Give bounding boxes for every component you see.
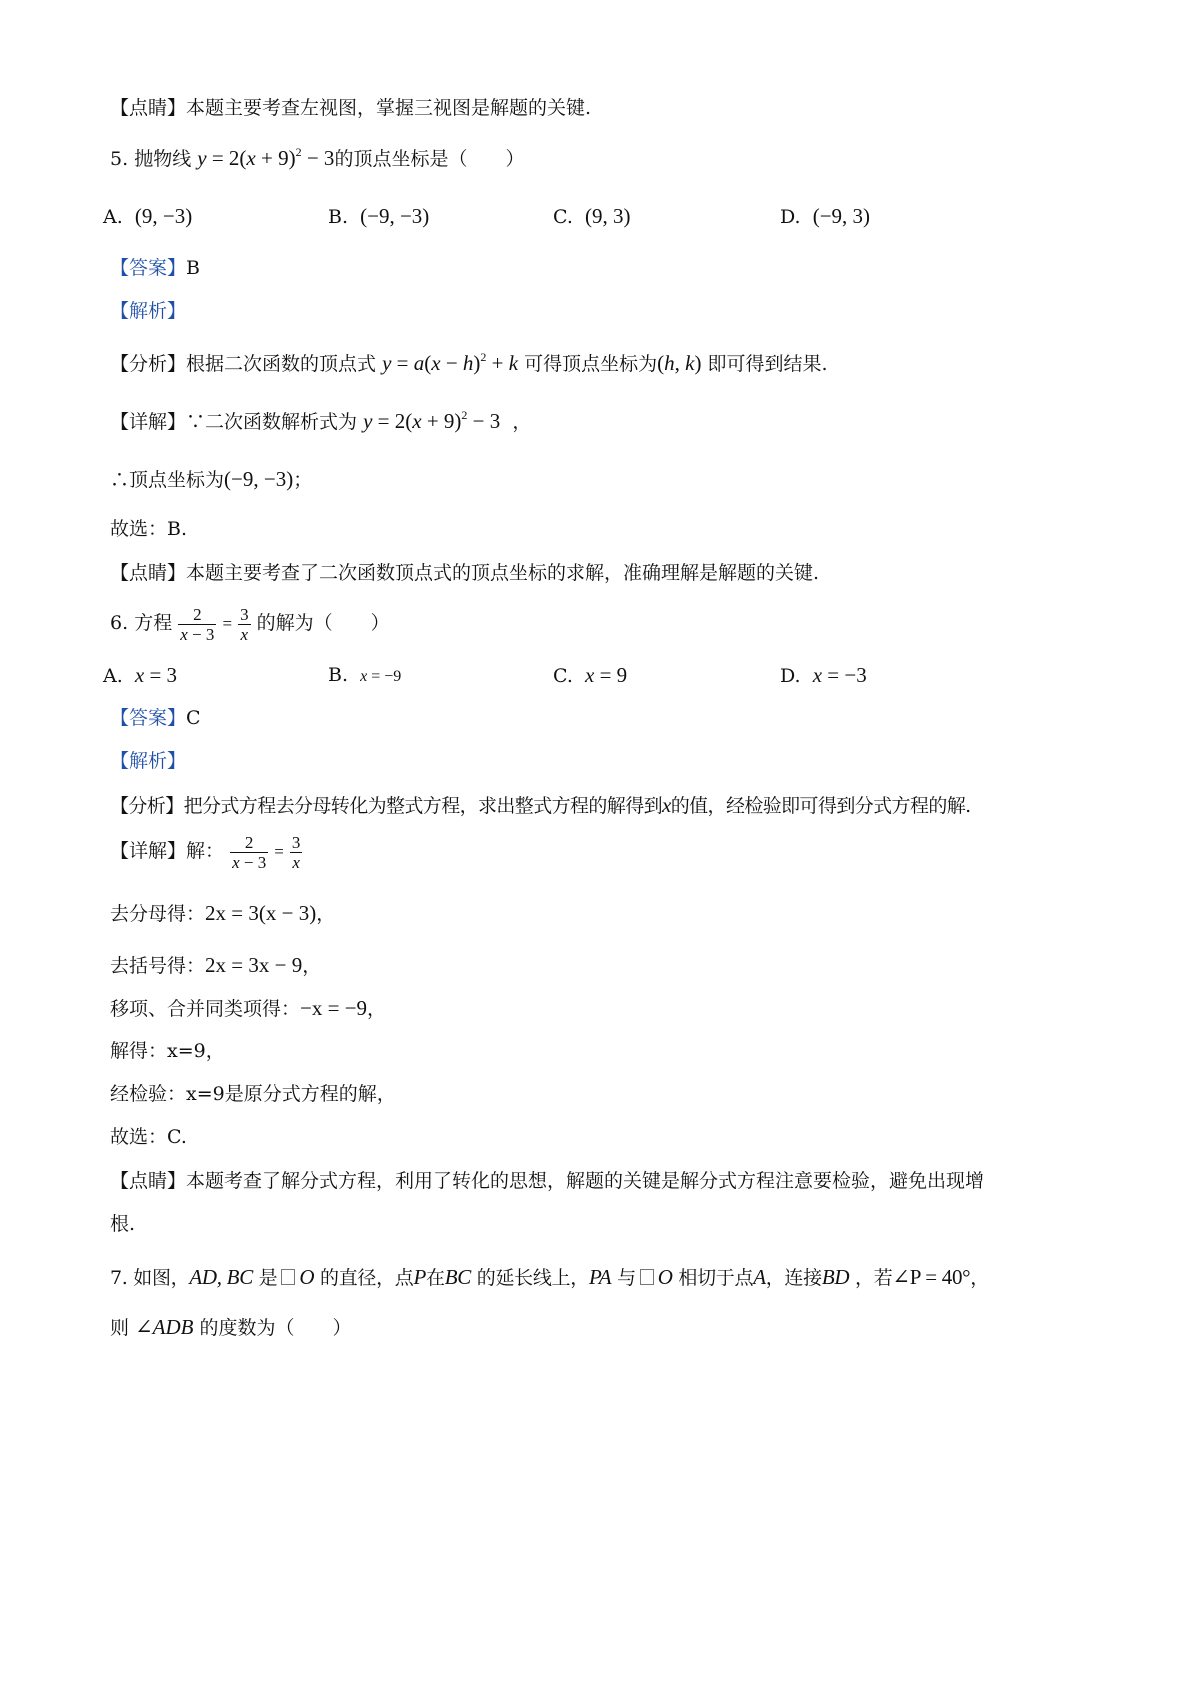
- step-3: 移项、合并同类项得：−x = −9，: [110, 996, 387, 1020]
- step-formula: 2x = 3(x − 3): [205, 901, 317, 925]
- variable-x: x: [662, 793, 671, 817]
- vertex-coord: (h, k): [657, 351, 702, 375]
- segment-bc: BC: [444, 1265, 471, 1289]
- xiangjie-tag: 【详解】: [110, 411, 187, 433]
- stem-text: ，若: [855, 1267, 893, 1289]
- fraction-right: $\frac{3}{x}$: [240, 604, 249, 644]
- step-2: 去括号得：2x = 3x − 9，: [110, 953, 322, 977]
- step-label: 去分母得：: [110, 903, 206, 925]
- parabola-formula: $y = 2(x + 9)^2 - 3$: [197, 145, 335, 170]
- option-letter: B.: [328, 206, 349, 228]
- option-value: (−9, 3): [812, 204, 871, 228]
- xiangjie-text: 解：: [186, 840, 225, 862]
- option-value: = −3: [827, 663, 867, 687]
- xiangjie-line: [110, 408, 1110, 435]
- option-var: x: [812, 663, 823, 687]
- step-text: 是原分式方程的解，: [224, 1083, 396, 1105]
- question-5-stem: [110, 145, 1110, 172]
- option-var: x: [134, 663, 145, 687]
- stem-text: ，: [970, 1267, 989, 1289]
- segment-bd: BD: [821, 1265, 850, 1289]
- fenxi-text: 根据二次函数的顶点式: [186, 353, 377, 375]
- option-letter: D.: [780, 206, 801, 228]
- dianjing-text: 根.: [110, 1213, 136, 1235]
- fenxi-tag: 【分析】: [110, 795, 184, 817]
- option-d[interactable]: [780, 203, 870, 230]
- angle-p: ∠P = 40°: [892, 1265, 971, 1289]
- xiangjie-text: ，: [512, 411, 532, 433]
- option-value: = 3: [149, 663, 178, 687]
- dianjing-text: 本题考查了解分式方程，利用了转化的思想，解题的关键是解分式方程注意要检验，避免出现增: [186, 1170, 985, 1192]
- option-letter: A.: [103, 206, 123, 228]
- step-formula: 2x = 3x − 9: [205, 953, 303, 977]
- therefore-text: ；: [293, 469, 313, 491]
- option-var: x: [585, 663, 595, 687]
- answer-tag: 【答案】: [110, 257, 187, 279]
- option-var: x: [360, 668, 368, 685]
- step-label: 经检验：: [110, 1083, 187, 1105]
- dianjing-tag: 【点睛】: [110, 1170, 187, 1192]
- guxuan-line: [110, 1124, 1110, 1150]
- answer-line: [110, 255, 1110, 281]
- answer-line: [110, 705, 1110, 731]
- fraction-right: $\frac{3}{x}$: [291, 832, 301, 872]
- stem-text: 如图，: [133, 1267, 190, 1289]
- option-d[interactable]: [780, 662, 867, 689]
- step-formula: x=9，: [167, 1040, 225, 1062]
- dianjing-text: 本题主要考查了二次函数顶点式的顶点坐标的求解，准确理解是解题的关键.: [186, 562, 820, 584]
- question-7-stem: [110, 1264, 1110, 1291]
- option-letter: C.: [553, 206, 573, 228]
- dianjing-tag: 【点睛】: [110, 97, 187, 119]
- answer-value: B: [186, 257, 200, 279]
- stem-text: 的顶点坐标是（ ）: [334, 148, 525, 170]
- segment-pa: PA: [588, 1265, 612, 1289]
- stem-text: 的解为（ ）: [256, 612, 390, 634]
- option-letter: D.: [780, 665, 801, 687]
- option-value: (9, −3): [134, 204, 193, 228]
- stem-text: 的延长线上，: [476, 1267, 589, 1289]
- angle-adb: ∠ADB: [135, 1315, 194, 1339]
- vertex-result: (−9, −3): [224, 467, 294, 491]
- guxuan-text: 故选：C.: [110, 1126, 187, 1148]
- step-1: 去分母得：2x = 3(x − 3)，: [110, 901, 336, 925]
- dianjing-paragraph: [110, 560, 1110, 586]
- step-label: 去括号得：: [110, 955, 206, 977]
- option-a[interactable]: [103, 662, 177, 689]
- dianjing-continuation: [110, 1211, 1110, 1237]
- stem-text: 抛物线: [134, 148, 192, 170]
- xiangjie-text: ∵二次函数解析式为: [186, 411, 358, 433]
- stem-text: 的度数为（ ）: [199, 1317, 352, 1339]
- dianjing-tag: 【点睛】: [110, 562, 187, 584]
- vertex-form-formula: $y = a(x - h)^2 + k$: [382, 350, 519, 375]
- stem-text: 在: [426, 1267, 445, 1289]
- fraction-left: $\frac{2}{x - 3}$: [232, 832, 267, 872]
- answer-tag: 【答案】: [110, 707, 187, 729]
- option-letter: C.: [553, 665, 573, 687]
- point-a: A: [753, 1265, 766, 1289]
- option-a[interactable]: [103, 203, 192, 230]
- fenxi-text: 把分式方程去分母转化为整式方程，求出整式方程的解得到: [183, 795, 663, 817]
- fenxi-text: 的值，经检验即可得到分式方程的解.: [670, 795, 971, 817]
- segments-ad-bc: AD, BC: [189, 1265, 253, 1289]
- option-c[interactable]: [553, 203, 631, 230]
- stem-text: 相切于点: [678, 1267, 754, 1289]
- option-letter: B.: [328, 664, 349, 686]
- stem-text: 方程: [134, 612, 173, 634]
- point-p: P: [413, 1265, 427, 1289]
- answer-value: C: [186, 707, 201, 729]
- step-5: [110, 1081, 1110, 1107]
- jiexi-tag: 【解析】: [110, 750, 187, 772]
- guxuan-line: [110, 516, 1110, 542]
- stem-text: 与: [617, 1267, 636, 1289]
- question-number: 7.: [110, 1267, 128, 1289]
- fenxi-line: [110, 350, 1110, 377]
- option-b[interactable]: [328, 662, 401, 690]
- stem-text: 的直径，点: [320, 1267, 414, 1289]
- therefore-text: ∴顶点坐标为: [110, 469, 225, 491]
- jiexi-heading: [110, 298, 1110, 324]
- stem-text: 是: [258, 1267, 278, 1289]
- option-value: (9, 3): [585, 204, 631, 228]
- circle-symbol-icon: [640, 1269, 654, 1285]
- option-c[interactable]: [553, 662, 627, 689]
- stem-text: 则: [110, 1317, 130, 1339]
- parabola-formula: $y = 2(x + 9)^2 - 3$: [363, 408, 501, 433]
- fenxi-tag: 【分析】: [110, 353, 187, 375]
- option-value: = −9: [371, 668, 402, 685]
- fenxi-line: [110, 792, 1110, 819]
- stem-text: ，连接: [765, 1267, 822, 1289]
- dianjing-paragraph: [110, 1168, 1110, 1194]
- question-number: 6.: [110, 612, 129, 634]
- question-6-stem: 6. 方程 $\frac{2}{x - 3}$ = $\frac{3}{x}$ 的解为（ ）: [110, 604, 390, 644]
- option-value: (−9, −3): [360, 204, 430, 228]
- dianjing-paragraph: [110, 95, 1110, 121]
- question-number: 5.: [110, 148, 129, 170]
- fraction-left: $\frac{2}{x - 3}$: [180, 604, 215, 644]
- dianjing-text: 本题主要考查左视图，掌握三视图是解题的关键.: [186, 97, 592, 119]
- option-letter: A.: [103, 665, 123, 687]
- xiangjie-tag: 【详解】: [110, 840, 187, 862]
- question-7-stem-line2: [110, 1314, 1110, 1341]
- step-formula: x=9: [186, 1083, 225, 1105]
- option-b[interactable]: [328, 203, 429, 230]
- fenxi-text: 即可得到结果.: [707, 353, 828, 375]
- option-value: = 9: [599, 663, 628, 687]
- circle-symbol-icon: [281, 1269, 295, 1285]
- step-label: 解得：: [110, 1040, 168, 1062]
- point-o: O: [299, 1265, 315, 1289]
- point-o: O: [657, 1265, 673, 1289]
- xiangjie-line: 【详解】解： $\frac{2}{x - 3}$ = $\frac{3}{x}$: [110, 832, 301, 872]
- fenxi-text: 可得顶点坐标为: [524, 353, 658, 375]
- step-formula: −x = −9: [300, 996, 368, 1020]
- guxuan-text: 故选：B.: [110, 518, 188, 540]
- step-label: 移项、合并同类项得：: [110, 998, 301, 1020]
- therefore-line: [110, 466, 1110, 493]
- jiexi-tag: 【解析】: [110, 300, 187, 322]
- jiexi-heading: [110, 748, 1110, 774]
- step-4: [110, 1038, 1110, 1064]
